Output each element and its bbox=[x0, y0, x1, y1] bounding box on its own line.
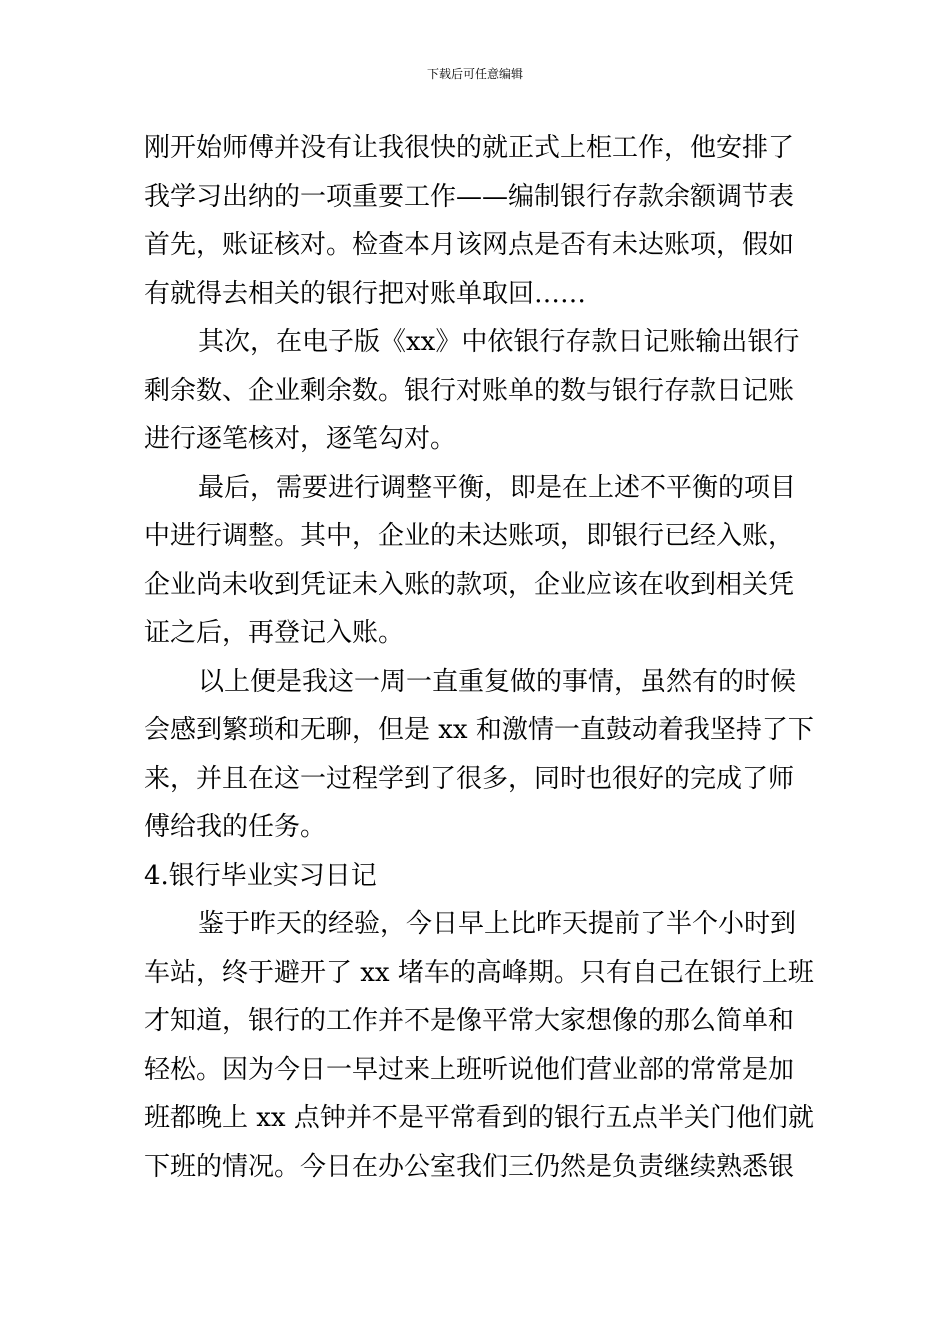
paragraph-first-line: 以上便是我这一周一直重复做的事情，虽然有的时候 bbox=[198, 666, 797, 697]
text-line: 剩余数、企业剩余数。银行对账单的数与银行存款日记账 bbox=[144, 375, 795, 406]
text-line: 才知道，银行的工作并不是像平常大家想像的那么简单和 bbox=[144, 1006, 795, 1036]
text-line: 有就得去相关的银行把对账单取回…… bbox=[144, 278, 587, 309]
document-body bbox=[144, 124, 812, 1191]
text-line: 首先，账证核对。检查本月该网点是否有未达账项，假如 bbox=[144, 230, 795, 260]
page-header: 下载后可任意编辑 bbox=[426, 67, 523, 81]
text-line: 会感到繁琐和无聊，但是 xx 和激情一直鼓动着我坚持了下 bbox=[144, 715, 814, 745]
paragraph-first-line: 鉴于昨天的经验，今日早上比昨天提前了半个小时到 bbox=[198, 909, 797, 939]
text-line: 来，并且在这一过程学到了很多，同时也很好的完成了师 bbox=[144, 763, 795, 794]
section-heading: 4.银行毕业实习日记 bbox=[144, 860, 377, 891]
text-line: 进行逐笔核对，逐笔勾对。 bbox=[144, 424, 457, 454]
text-line: 傅给我的任务。 bbox=[144, 812, 327, 842]
paragraph-first-line: 最后，需要进行调整平衡，即是在上述不平衡的项目 bbox=[198, 472, 797, 503]
text-line: 我学习出纳的一项重要工作——编制银行存款余额调节表 bbox=[144, 181, 795, 212]
text-line: 中进行调整。其中，企业的未达账项，即银行已经入账， bbox=[144, 521, 795, 551]
text-line: 企业尚未收到凭证未入账的款项，企业应该在收到相关凭 bbox=[144, 569, 795, 600]
text-line: 班都晚上 xx 点钟并不是平常看到的银行五点半关门他们就 bbox=[144, 1103, 814, 1133]
text-line: 刚开始师傅并没有让我很快的就正式上柜工作，他安排了 bbox=[144, 133, 795, 163]
text-line: 轻松。因为今日一早过来上班听说他们营业部的常常是加 bbox=[144, 1054, 795, 1085]
paragraph-first-line: 其次，在电子版《xx》中依银行存款日记账输出银行 bbox=[198, 327, 800, 357]
text-line: 证之后，再登记入账。 bbox=[144, 618, 405, 648]
text-line: 下班的情况。今日在办公室我们三仍然是负责继续熟悉银 bbox=[144, 1151, 795, 1182]
text-line: 车站，终于避开了 xx 堵车的高峰期。只有自己在银行上班 bbox=[144, 957, 814, 988]
